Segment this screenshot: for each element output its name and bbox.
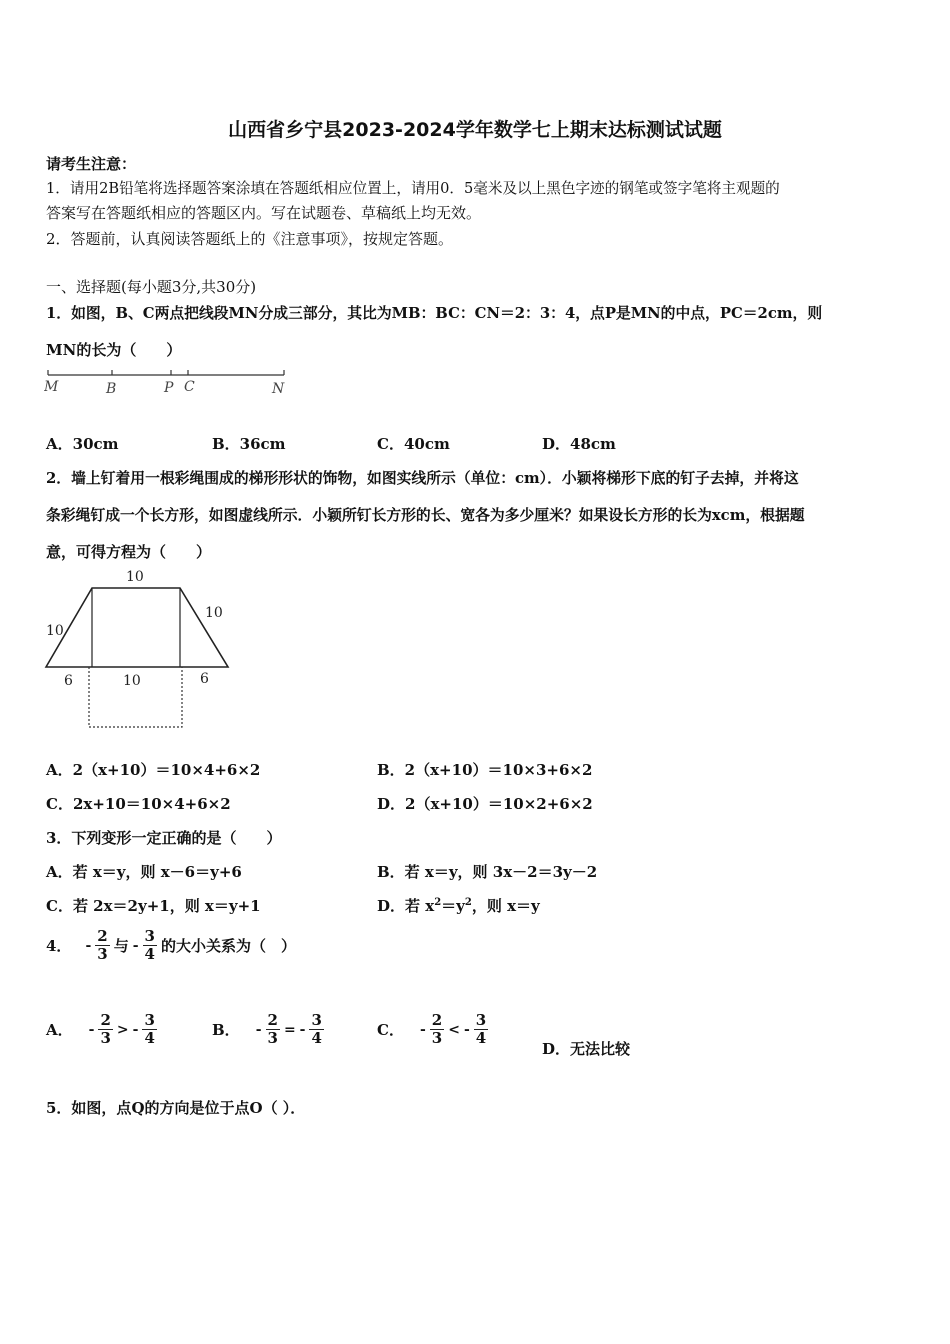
q4-option-a[interactable]: A． - $\frac{2}{3}$ > - $\frac{3}{4}$: [46, 1011, 155, 1047]
q2-stem-line-3: 意，可得方程为（ ）: [46, 543, 212, 561]
label-bottom-right: 6: [200, 671, 209, 687]
q4-fraction-2: $\frac{3}{4}$: [144, 927, 155, 963]
page-title: 山西省乡宁县2023-2024学年数学七上期末达标测试试题: [228, 119, 722, 141]
q2-option-d[interactable]: D．2（x+10）＝10×2+6×2: [377, 795, 593, 813]
q3-option-b[interactable]: B．若 x＝y，则 3x－2＝3y－2: [377, 863, 598, 881]
q3-option-c[interactable]: C．若 2x＝2y+1，则 x＝y+1: [46, 897, 261, 915]
label-left: 10: [46, 623, 64, 639]
label-bottom-left: 6: [64, 673, 73, 689]
q4-minus-1: -: [85, 937, 92, 954]
q4-option-d[interactable]: D．无法比较: [542, 1040, 631, 1058]
q4-tail: 的大小关系为（ ）: [160, 937, 296, 955]
label-bottom-middle: 10: [123, 673, 141, 689]
q3-d-sup2: 2: [464, 897, 472, 908]
q4-and: 与: [113, 937, 129, 955]
label-b: B: [106, 381, 117, 397]
q3-d-post: ，则 x＝y: [471, 897, 540, 915]
q3-option-d[interactable]: [377, 895, 540, 916]
label-c: C: [184, 379, 195, 395]
notice-line-1b: 答案写在答题纸相应的答题区内。写在试题卷、草稿纸上均无效。: [46, 204, 482, 222]
notice-heading: 请考生注意：: [46, 155, 137, 173]
q3-d-sup1: 2: [434, 897, 442, 908]
trapezoid-outline: [46, 588, 228, 667]
q3-d-mid: ＝y: [441, 897, 465, 915]
q1-stem-line-2: MN的长为（ ）: [46, 341, 182, 359]
q2-option-b[interactable]: B．2（x+10）＝10×3+6×2: [377, 761, 593, 779]
q1-stem-line-1: 1．如图，B、C两点把线段MN分成三部分，其比为MB：BC：CN＝2：3：4，点P是MN的中点，PC＝2cm，则: [46, 305, 823, 322]
q4-option-b[interactable]: B． - $\frac{2}{3}$ = - $\frac{3}{4}$: [212, 1011, 322, 1047]
q2-stem-line-1: 2．墙上钉着用一根彩绳围成的梯形形状的饰物，如图实线所示（单位：cm）．小颖将梯形下底的钉子去掉，并将这: [46, 470, 799, 487]
q1-option-d[interactable]: D．48cm: [542, 435, 616, 453]
label-n: N: [272, 381, 285, 397]
q2-option-c[interactable]: C．2x+10＝10×4+6×2: [46, 795, 231, 813]
q2-option-a[interactable]: A．2（x+10）＝10×4+6×2: [46, 761, 261, 779]
q1-option-c[interactable]: C．40cm: [377, 435, 450, 453]
label-right: 10: [205, 605, 223, 621]
q3-option-a[interactable]: A．若 x＝y，则 x－6＝y+6: [46, 863, 242, 881]
q4-fraction-1: $\frac{2}{3}$: [97, 927, 108, 963]
label-m: M: [44, 379, 59, 395]
label-top: 10: [126, 569, 144, 585]
notice-line-2: 2．答题前，认真阅读答题纸上的《注意事项》，按规定答题。: [46, 230, 454, 248]
q5-stem: 5．如图，点Q的方向是位于点O（ ）．: [46, 1099, 306, 1117]
q4-minus-2: -: [132, 937, 139, 954]
q2-stem-line-2: 条彩绳钉成一个长方形，如图虚线所示．小颖所钉长方形的长、宽各为多少厘米？如果设长方形的长为xcm，根据题: [46, 507, 805, 524]
notice-line-1: 1．请用2B铅笔将选择题答案涂填在答题纸相应位置上，请用0．5毫米及以上黑色字迹的钢笔或签字笔将主观题的: [46, 180, 780, 197]
q1-option-b[interactable]: B．36cm: [212, 435, 286, 453]
q3-stem: 3．下列变形一定正确的是（ ）: [46, 829, 282, 847]
segment-figure: [44, 366, 294, 398]
trapezoid-figure: [40, 565, 240, 735]
q4-number: 4．: [46, 937, 72, 955]
label-p: P: [164, 380, 174, 396]
q1-option-a[interactable]: A．30cm: [46, 435, 119, 453]
q3-d-pre: D．若 x: [377, 897, 435, 915]
section-heading: 一、选择题(每小题3分,共30分): [46, 278, 257, 296]
q4-stem: [46, 928, 296, 963]
q4-option-c[interactable]: C． - $\frac{2}{3}$ < - $\frac{3}{4}$: [377, 1011, 487, 1047]
